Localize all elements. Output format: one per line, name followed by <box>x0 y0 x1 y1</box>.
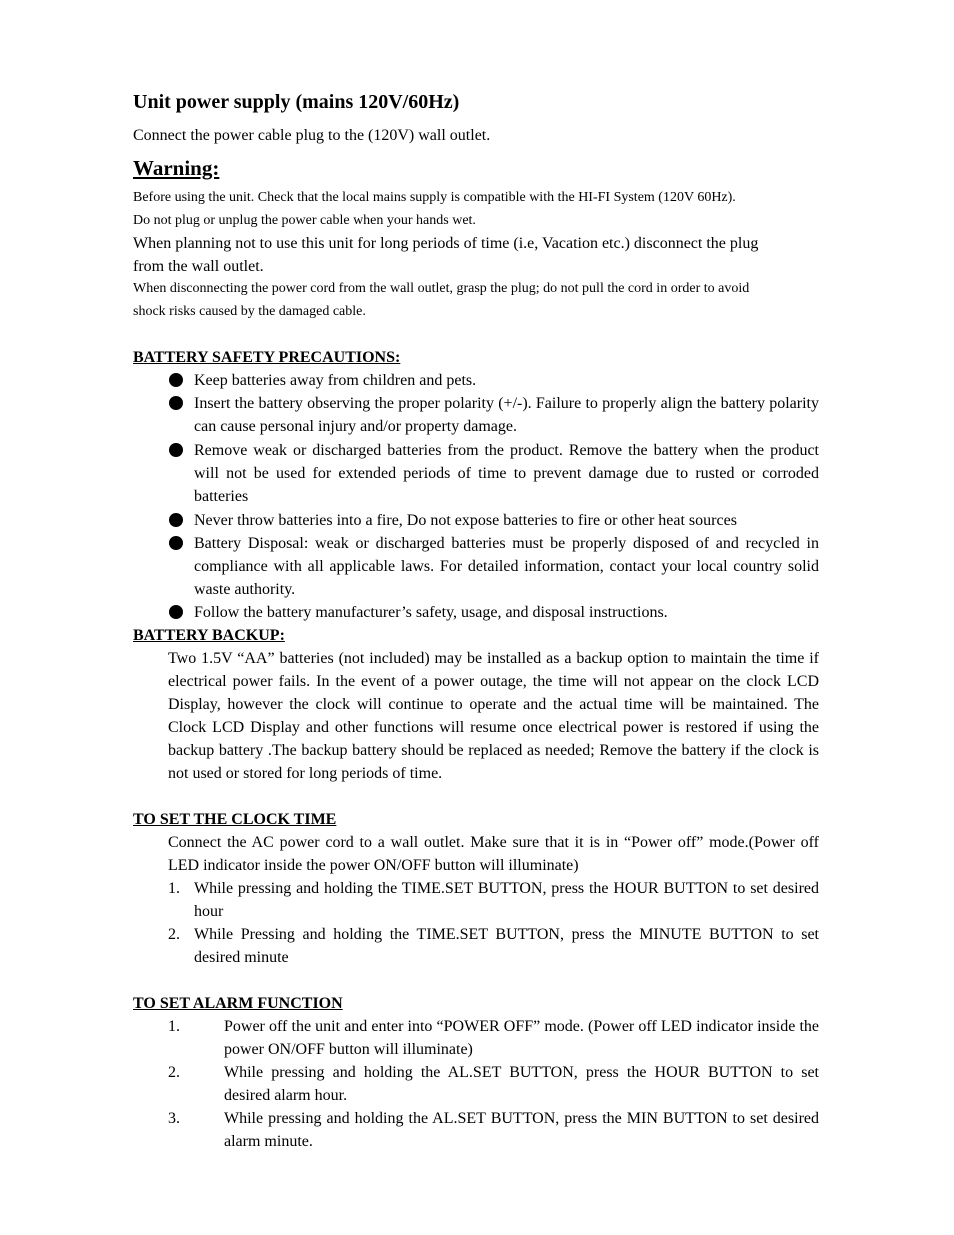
list-item <box>133 532 819 601</box>
bullet-icon <box>169 605 183 619</box>
list-item <box>133 369 819 392</box>
step-text: While pressing and holding the TIME.SET BUTTON, press the HOUR BUTTON to set desired hour <box>194 880 819 920</box>
list-item <box>133 1061 819 1107</box>
warning-line-1: Before using the unit. Check that the local mains supply is compatible with the HI-FI System (120V 60Hz). <box>133 190 736 205</box>
spacer <box>133 969 819 992</box>
list-item <box>133 1015 819 1061</box>
power-supply-heading: Unit power supply (mains 120V/60Hz) <box>133 91 460 113</box>
step-number: 2. <box>168 926 180 943</box>
step-number: 1. <box>168 880 180 897</box>
list-item-text: Never throw batteries into a fire, Do not expose batteries to fire or other heat sources <box>194 512 737 529</box>
spacer <box>133 785 819 808</box>
step-text: While pressing and holding the AL.SET BUTTON, press the HOUR BUTTON to set desired alarm hour. <box>224 1064 819 1104</box>
bullet-icon <box>169 536 183 550</box>
list-item <box>133 392 819 438</box>
list-item <box>133 509 819 532</box>
battery-backup-text: Two 1.5V “AA” batteries (not included) may be installed as a backup option to maintain the time if electrical power fails. In the event of a power outage, the time will not appear on the clock LCD Display, however the clock will continue to operate and the actual time will be maintained. The Clock LCD Display and other functions will resume once electrical power is restored if using the backup battery .The backup battery should be replaced as needed; Remove the battery if the clock is not used or stored for long periods of time. <box>168 650 819 782</box>
bullet-icon <box>169 373 183 387</box>
battery-safety-list <box>133 369 819 624</box>
list-item-text: Battery Disposal: weak or discharged batteries must be properly disposed of and recycled in compliance with all applicable laws. For detailed information, contact your local country solid waste authority. <box>194 535 819 598</box>
alarm-heading: TO SET ALARM FUNCTION <box>133 995 343 1012</box>
clock-time-steps <box>133 877 819 969</box>
warning-line-4b: shock risks caused by the damaged cable. <box>133 303 366 319</box>
bullet-icon <box>169 396 183 410</box>
list-item <box>133 877 819 923</box>
list-item <box>133 439 819 508</box>
list-item <box>133 1107 819 1153</box>
step-text: While pressing and holding the AL.SET BUTTON, press the MIN BUTTON to set desired alarm minute. <box>224 1110 819 1150</box>
battery-safety-heading: BATTERY SAFETY PRECAUTIONS: <box>133 349 401 366</box>
warning-heading: Warning: <box>133 156 220 180</box>
document-page <box>133 88 819 1153</box>
step-text: Power off the unit and enter into “POWER OFF” mode. (Power off LED indicator inside the power ON/OFF button will illuminate) <box>224 1018 819 1058</box>
bullet-icon <box>169 443 183 457</box>
alarm-steps <box>133 1015 819 1153</box>
list-item <box>133 923 819 969</box>
step-number: 2. <box>168 1064 180 1081</box>
step-text: While Pressing and holding the TIME.SET BUTTON, press the MINUTE BUTTON to set desired minute <box>194 926 819 966</box>
list-item-text: Keep batteries away from children and pets. <box>194 372 477 389</box>
warning-line-4a: When disconnecting the power cord from the wall outlet, grasp the plug; do not pull the cord in order to avoid <box>133 281 750 296</box>
step-number: 3. <box>168 1110 180 1127</box>
bullet-icon <box>169 513 183 527</box>
step-number: 1. <box>168 1018 180 1035</box>
list-item-text: Follow the battery manufacturer’s safety, usage, and disposal instructions. <box>194 604 668 621</box>
battery-backup-heading: BATTERY BACKUP: <box>133 627 285 644</box>
spacer <box>133 323 819 346</box>
list-item-text: Insert the battery observing the proper polarity (+/-). Failure to properly align the battery polarity can cause personal injury and/or property damage. <box>194 395 819 435</box>
warning-line-2: Do not plug or unplug the power cable when your hands wet. <box>133 212 476 228</box>
clock-time-intro: Connect the AC power cord to a wall outlet. Make sure that it is in “Power off” mode.(Power off LED indicator inside the power ON/OFF button will illuminate) <box>168 834 819 874</box>
list-item-text: Remove weak or discharged batteries from the product. Remove the battery when the product will not be used for extended periods of time to prevent damage due to rusted or corroded batteries <box>194 442 819 505</box>
power-supply-text: Connect the power cable plug to the (120V) wall outlet. <box>133 127 491 144</box>
clock-time-heading: TO SET THE CLOCK TIME <box>133 811 337 828</box>
warning-line-3: When planning not to use this unit for long periods of time (i.e, Vacation etc.) disconnect the plug from the wall outlet. <box>133 235 759 275</box>
list-item <box>133 601 819 624</box>
